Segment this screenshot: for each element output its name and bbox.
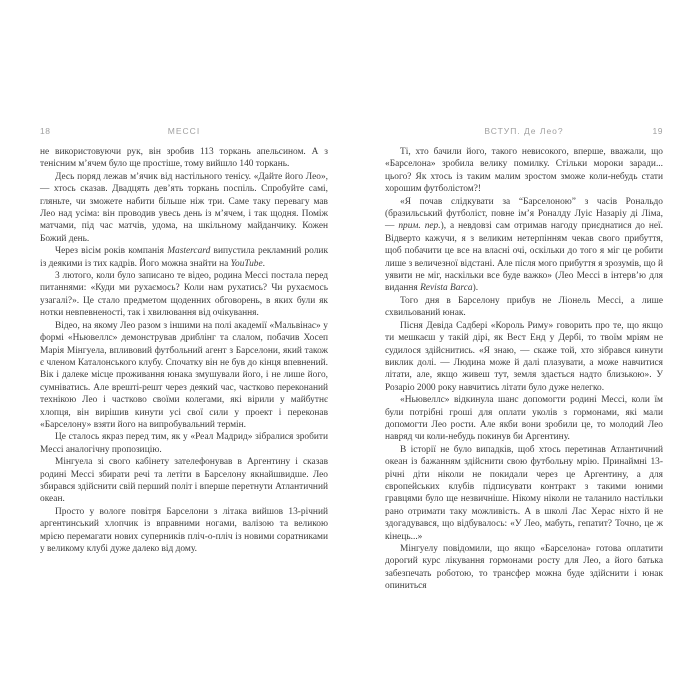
paragraph xyxy=(40,245,328,270)
running-header-left: МЕССІ xyxy=(167,126,201,136)
page-header-right xyxy=(385,126,663,137)
text-run: Десь поряд лежав м’ячик від настільного тенісу. «Дайте його Лео», — хтось сказав. Двадцять дев’ять торкань поспіль. Спробуйте самі, гляньте, чи зможете набити більше ніж три. Саме таку перевагу мав Лео над усіма: він проводив увесь день із м’ячем, і так щодня. Поміж матчами, під час матчів, удома, на шкільному майданчику. Кожен Божий день. xyxy=(40,171,328,244)
paragraph xyxy=(40,506,328,556)
paragraph xyxy=(385,444,663,543)
page-number-left: 18 xyxy=(40,126,51,136)
italic-text-run: прим. пер. xyxy=(398,221,441,232)
text-run: випустила рекламний ролик із деякими із тих кадрів. Його можна знайти на xyxy=(40,246,328,269)
text-run: «Я почав слідкувати за “Барселоною” з часів Рональдо (бразильський футболіст, повне ім’я Роналду Луіс Назаріу ді Ліма, — xyxy=(385,196,663,232)
text-run: В історії не було випадків, щоб хтось перетинав Атлантичний океан із бажанням здійснити свою футбольну мрію. Принаймні 13-річні діти ніколи не покидали через це Аргентину, а для європейських клубів підписувати контракт з такими юними гравцями було ще незвичніше. Нікому ніколи не таланило настільки рано отримати таку можливість. А в школі Лас Херас ніхто й не здогадувався, що відбувалось: «У Лео, мабуть, гепатит? Точно, це ж кінець...» xyxy=(385,444,663,542)
text-run: Пісня Девіда Садбері «Король Риму» говорить про те, що якщо ти мешкаєш у такій дірі, як Вест Енд у Дербі, то твоїм мріям не судилося здійснитись. «Я знаю, — скаже той, хто зібрався кинути виклик долі. — Людина може й далі плазувати, а може навчитися літати, але, якщо живеш тут, земля здається надто близькою». У Розаріо 2000 року навчитись літати було дуже нелегко. xyxy=(385,320,663,393)
page-right xyxy=(385,126,663,593)
text-run: . xyxy=(262,258,265,269)
italic-text-run: Revista Barca xyxy=(420,283,473,294)
paragraph xyxy=(40,456,328,506)
text-run: Ті, хто бачили його, такого невисокого, вперше, вважали, що «Барселона» зробила велику помилку. Стільки мороки заради... цього? Як хтось із таким малим зростом зможе коли-небудь стати хорошим футболістом?! xyxy=(385,147,663,195)
paragraph xyxy=(385,320,663,394)
paragraph xyxy=(40,320,328,432)
italic-text-run: Mastercard xyxy=(167,246,211,257)
page-body-left xyxy=(40,146,328,555)
text-run: Мінгуелу повідомили, що якщо «Барселона» готова оплатити дорогий курс лікування гормонами росту для Лео, а його батька забезпечать роботою, то трансфер можна буде здійснити і юнак опиниться xyxy=(385,544,663,592)
page-header-left xyxy=(40,126,328,137)
paragraph xyxy=(385,196,663,295)
italic-text-run: YouTube xyxy=(230,258,263,269)
text-run: Через вісім років компанія xyxy=(55,246,168,257)
page-number-right: 19 xyxy=(652,126,663,136)
text-run: Просто у вологе повітря Барселони з літака вийшов 13-річний аргентинський хлопчик із вправними ногами, валізою та великою мрією перемагати нових суперників пліч-о-пліч із новими соратниками у великому клубі дуже далеко від дому. xyxy=(40,506,328,554)
paragraph xyxy=(385,394,663,444)
text-run: Це сталось якраз перед тим, як у «Реал Мадрид» зібралися зробити Мессі аналогічну пропозицію. xyxy=(40,432,328,455)
paragraph xyxy=(40,270,328,320)
paragraph xyxy=(385,543,663,593)
text-run: ), а невдовзі сам отримав нагоду приєднатися до неї. Відверто кажучи, я з великим нетерпінням чекав свого прибуття, щоб побачити це все на власні очі, оскільки до того я міг це робити лише з величезної відстані. Але після мого прибуття я зрозумів, що й уявити не міг, наскільки все буде важко» (Лео Мессі в інтерв’ю для видання xyxy=(385,221,664,294)
running-header-right: ВСТУП. Де Лео? xyxy=(484,126,564,136)
paragraph xyxy=(40,171,328,245)
page-body-right xyxy=(385,146,663,593)
text-run: ). xyxy=(472,283,479,294)
page-left xyxy=(40,126,328,555)
paragraph xyxy=(40,146,328,171)
text-run: 3 лютого, коли було записано те відео, родина Мессі постала перед питаннями: «Куди ми рухаємось? Коли нам рухатись? Чи рухаємось узагалі?». Це стало предметом щоденних обговорень, в яких були як нотки невпевненості, так і хвилювання від очікування. xyxy=(40,271,328,319)
text-run: Мінгуела зі свого кабінету зателефонував в Аргентину і сказав родині Мессі збирати речі та летіти в Барселону якнайшвидше. Лео збирався здійснити свій перший політ і вперше перетнути Атлантичний океан. xyxy=(40,457,328,505)
text-run: не використовуючи рук, він зробив 113 торкань апельсином. А з тенісним м’ячем було ще простіше, тому вийшло 140 торкань. xyxy=(40,147,328,170)
text-run: Того дня в Барселону прибув не Ліонель Мессі, а лише схвильований юнак. xyxy=(385,295,663,319)
paragraph xyxy=(385,295,663,320)
paragraph xyxy=(40,431,328,456)
text-run: Відео, на якому Лео разом з іншими на полі академії «Мальвінас» у формі «Ньювеллс» демонстрував дриблінг та слалом, побачив Хосеп Марія Мінгуела, впливовий футбольний агент з Барселони, який також є членом Каталонського клубу. Спочатку він не був до кінця впевнений. Вік і далеке місце проживання юнака змушували його, і не лише його, сумніватись. Але врешті-решт через деякий час, частково переконаний технікою Лео і частково своїми колегами, які вірили у майбутнє хлопця, він вирішив кинути усі свої сили у проект і переконав «Барселону» взяти його на випробувальний термін. xyxy=(40,320,328,430)
text-run: «Ньювеллс» відкинула шанс допомогти родині Мессі, коли їм були потрібні гроші для оплати уколів з гормонами, які мали допомогти Лео рости. Але якби вони зробили це, то молодий Лео навряд чи коли-небудь покинув би Аргентину. xyxy=(385,395,663,443)
paragraph xyxy=(385,146,663,196)
